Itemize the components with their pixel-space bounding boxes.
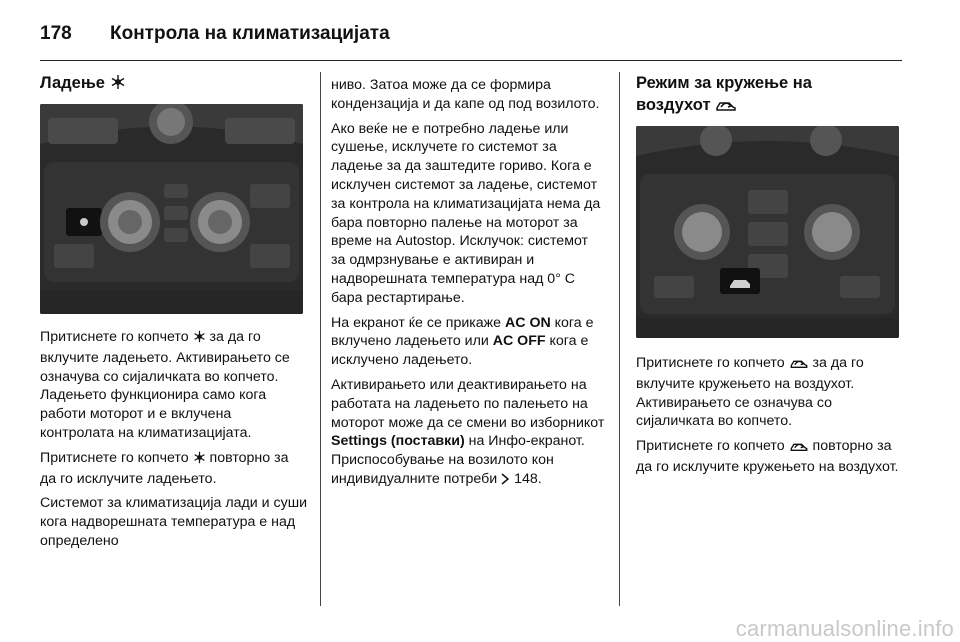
display-text-ac-off: AC OFF [492, 333, 546, 350]
text: на Инфо-екранот. Приспособување на возилото кон индивидуалните потреби [331, 433, 585, 487]
arrow-ref-icon [501, 472, 510, 491]
climate-panel-image-cooling [40, 104, 303, 314]
text: за да го вклучите ладењето. Активирањето се означува со сијаличката во копчето. Ладењето функционира само кога работи моторот и е вклучена контролата на климатизацијата. [40, 329, 290, 441]
text: повторно за да го исклучите ладењето. [40, 449, 289, 487]
text: Активирањето или деактивирањето на работата на ладењето по палењето на моторот може да се смени во изборникот [331, 376, 605, 431]
column-cooling [40, 72, 308, 557]
text: Притиснете го копчето [636, 438, 789, 455]
paragraph [331, 314, 606, 370]
snowflake-icon [193, 451, 206, 470]
air-recirculation-icon [789, 356, 809, 375]
text: На екранот ќе се прикаже [331, 314, 506, 331]
heading-text: Режим за кружење на [636, 74, 812, 92]
heading-text: Ладење [40, 74, 105, 92]
watermark: carmanualsonline.info [735, 616, 954, 641]
snowflake-icon [193, 330, 206, 349]
column-divider [320, 72, 321, 606]
paragraph [636, 354, 906, 431]
header-rule [40, 60, 902, 61]
text: повторно за да го исклучите кружењето на воздухот. [636, 438, 899, 475]
air-recirculation-icon [715, 96, 737, 118]
paragraph: Системот за климатизација лади и суши кога надворешната температура е над определено [40, 495, 308, 549]
chapter-title: Контрола на климатизацијата [110, 23, 390, 44]
paragraph [331, 376, 606, 491]
display-text-ac-on: AC ON [505, 314, 551, 331]
section-heading-recirculation [636, 72, 906, 118]
page-number: 178 [40, 23, 72, 44]
air-recirculation-icon [789, 439, 809, 458]
column-recirculation [636, 72, 906, 483]
snowflake-icon [110, 74, 126, 96]
paragraph [40, 449, 308, 489]
column-divider [619, 72, 620, 606]
paragraph: Ако веќе не е потребно ладење или сушење, исклучете го системот за ладење за да заштедите гориво. Кога е исклучен системот за ладење, системот за контрола на климатизацијата нема да бара повторно палење на моторот за време на Autostop. Исклучок: системот за одмрзнување е активиран и надворешната температура над 0° C бара рестартирање. [331, 120, 601, 306]
page-header [40, 14, 390, 54]
menu-settings-text: Settings (поставки) [331, 433, 465, 450]
section-heading-cooling [40, 72, 308, 96]
column-cooling-continued [331, 76, 606, 497]
page-reference[interactable]: 148. [514, 470, 542, 487]
text: кога е исклучено ладењето. [331, 333, 589, 369]
text: Притиснете го копчето [40, 449, 193, 466]
paragraph [40, 328, 308, 443]
text: за да го вклучите кружењето на воздухот. Активирањето се означува со сијаличката во копчето. [636, 355, 864, 430]
paragraph: ниво. Затоа може да се формира кондензација и да капе од под возилото. [331, 77, 600, 112]
text: кога е вклучено ладењето или [331, 314, 594, 350]
heading-text: воздухот [636, 96, 711, 114]
text: Притиснете го копчето [40, 329, 193, 345]
climate-panel-image-recirculation [636, 126, 899, 338]
text: Притиснете го копчето [636, 355, 789, 371]
paragraph [636, 437, 906, 477]
